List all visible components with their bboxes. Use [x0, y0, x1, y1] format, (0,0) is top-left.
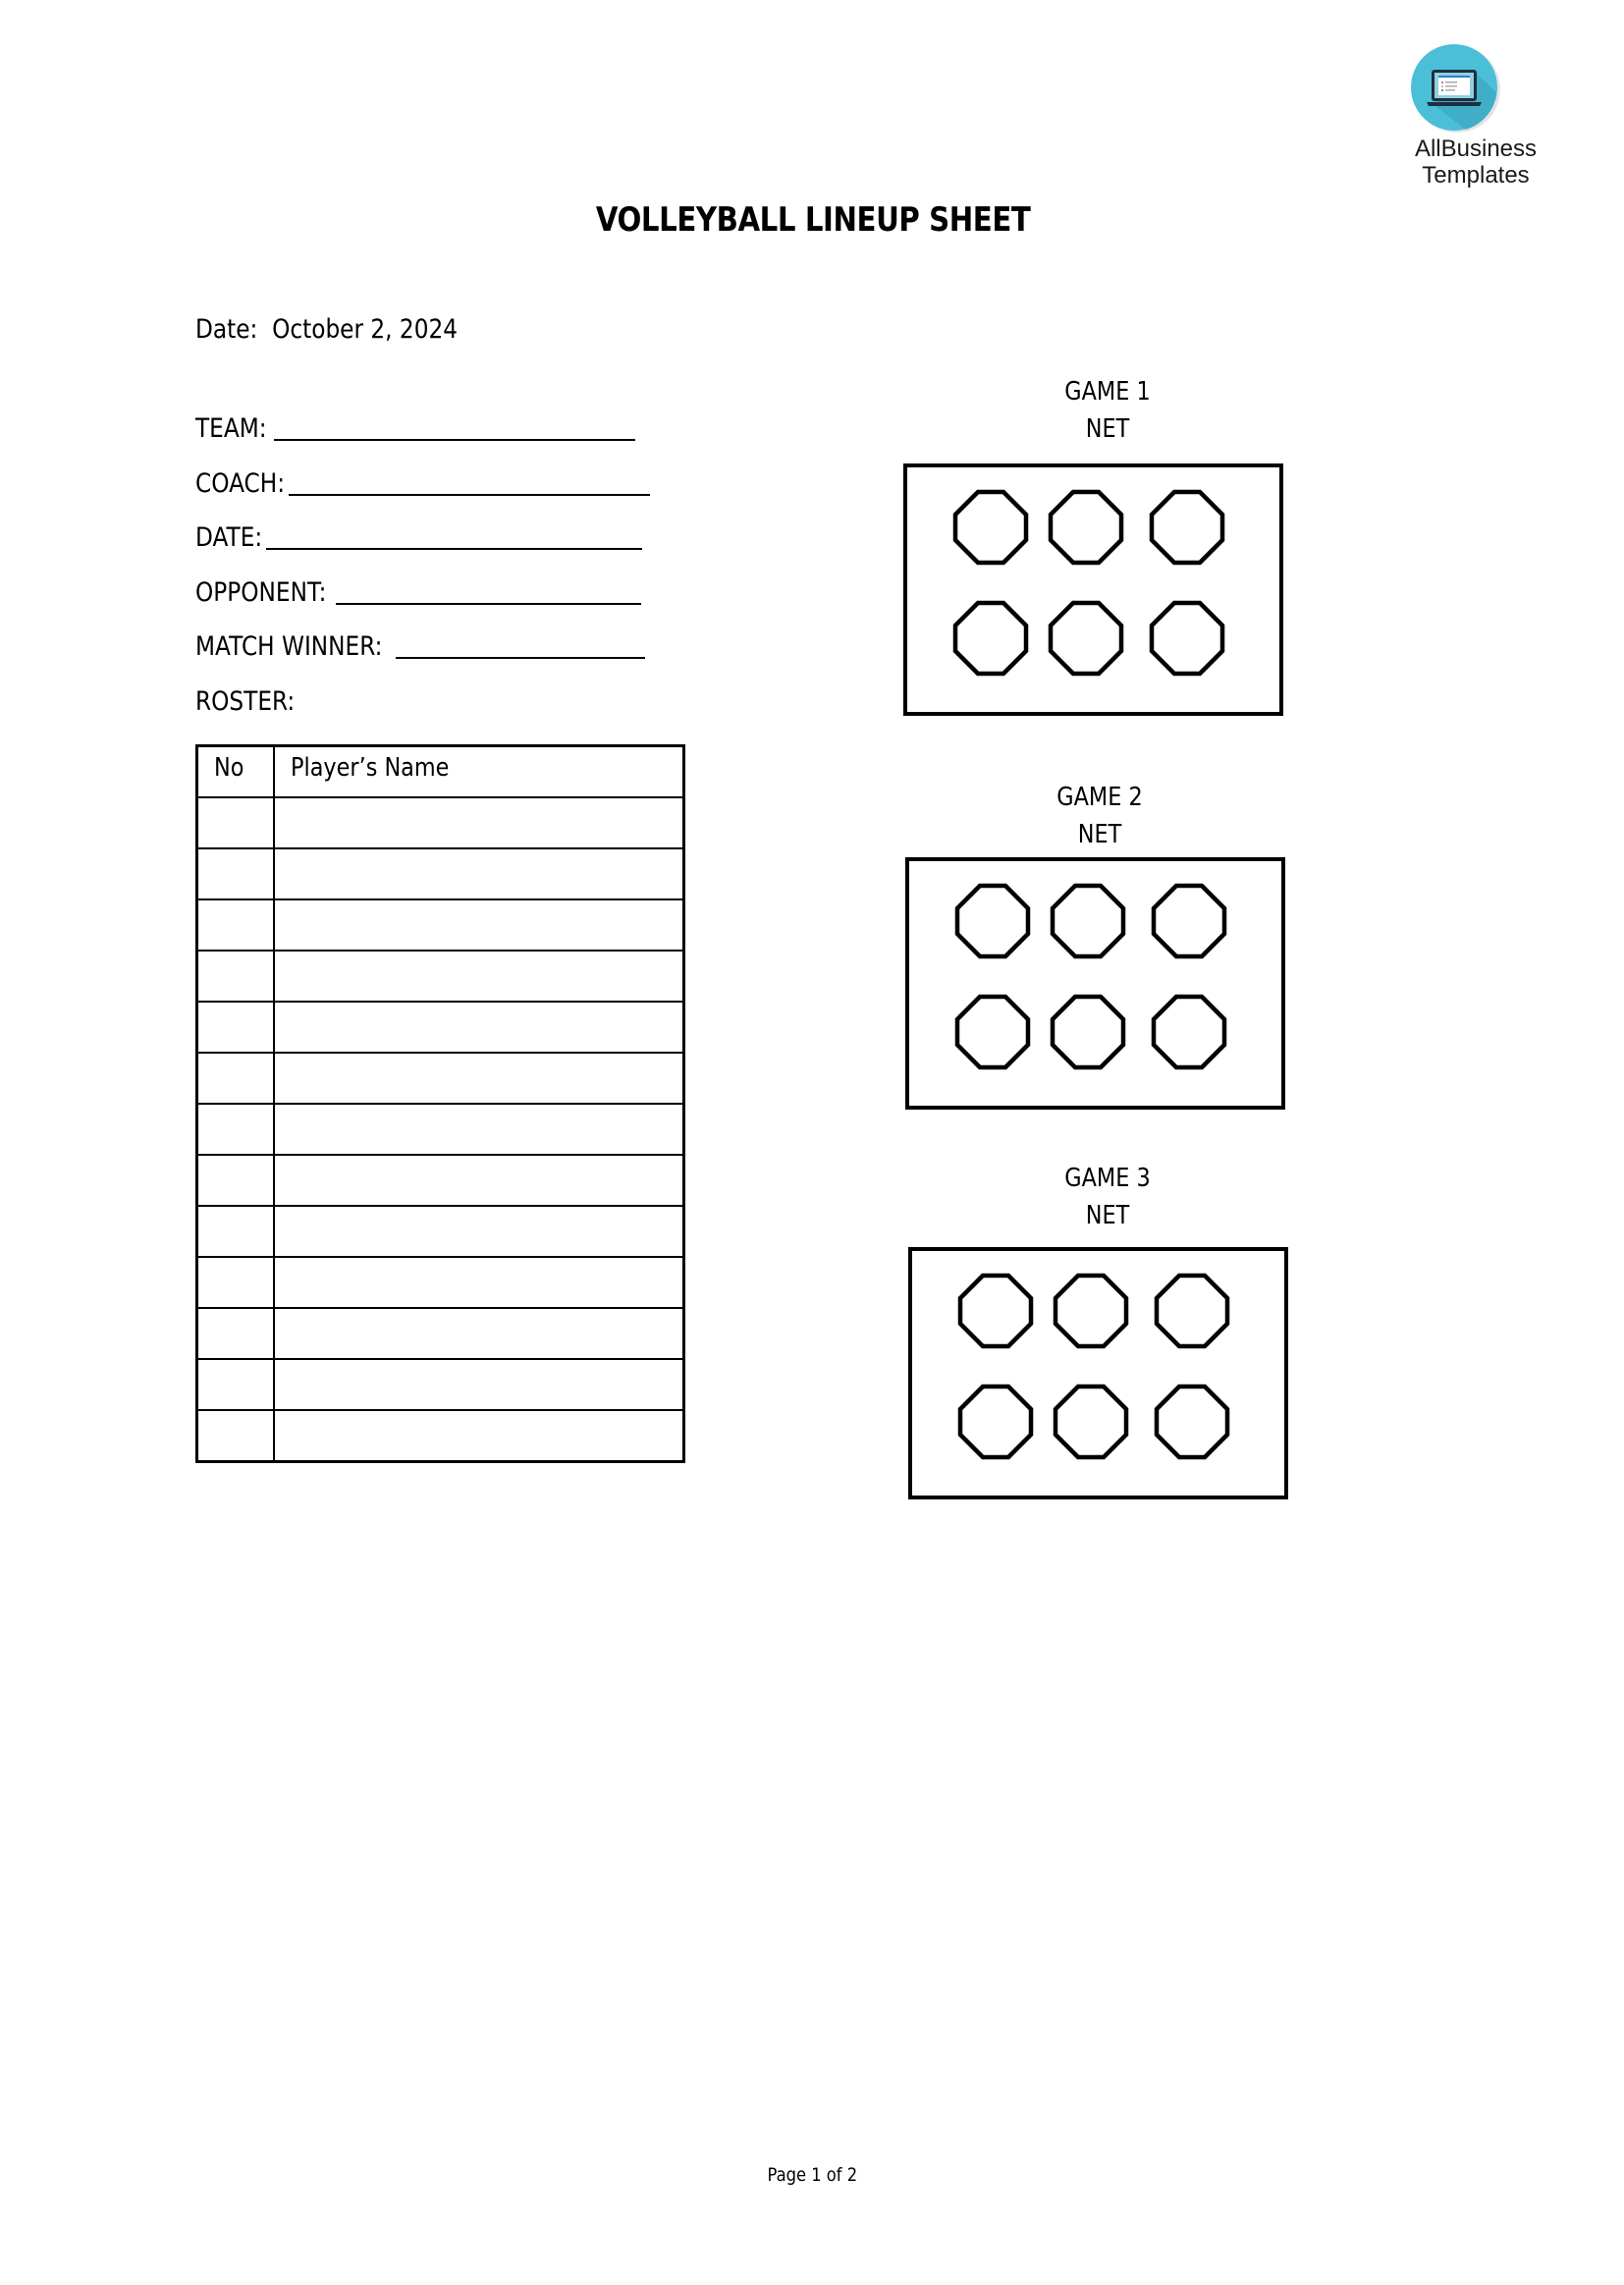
player-number-cell[interactable] [197, 1359, 275, 1410]
player-number-cell[interactable] [197, 1308, 275, 1359]
game-3-net-label: NET [1085, 1201, 1130, 1230]
logo-line-1: AllBusiness [1414, 136, 1538, 162]
opponent-underline[interactable] [336, 603, 641, 605]
player-name-cell[interactable] [274, 1053, 684, 1104]
opponent-field[interactable] [195, 569, 348, 608]
player-number-cell[interactable] [197, 1155, 275, 1206]
player-name-cell[interactable] [274, 1002, 684, 1053]
game-2-title: GAME 2 [1056, 783, 1143, 812]
table-row [197, 1002, 684, 1053]
match-winner-field[interactable] [195, 623, 412, 662]
logo-line-2: Templates [1422, 162, 1530, 189]
position-octagon-icon [1056, 1387, 1126, 1457]
game-3-court [908, 1247, 1288, 1499]
game-1-net-label: NET [1085, 414, 1130, 444]
player-name-cell[interactable] [274, 951, 684, 1002]
roster-table [195, 744, 685, 1463]
table-row [197, 899, 684, 951]
match-winner-label: MATCH WINNER: [195, 631, 383, 662]
player-name-cell[interactable] [274, 1410, 684, 1462]
player-number-cell[interactable] [197, 1104, 275, 1155]
table-row [197, 1155, 684, 1206]
table-row [197, 1104, 684, 1155]
coach-underline[interactable] [289, 494, 650, 496]
position-octagon-icon [1154, 997, 1224, 1067]
game-2-net-label: NET [1077, 820, 1122, 849]
game-2-heading [903, 779, 1296, 853]
player-name-cell[interactable] [274, 1359, 684, 1410]
opponent-label: OPPONENT: [195, 577, 327, 608]
player-number-cell[interactable] [197, 1206, 275, 1257]
table-row [197, 797, 684, 848]
date-field[interactable] [195, 514, 273, 553]
position-octagon-icon [1157, 1387, 1227, 1457]
logo-text [1387, 136, 1564, 189]
player-number-cell[interactable] [197, 1002, 275, 1053]
player-name-cell[interactable] [274, 797, 684, 848]
game-3-heading [911, 1160, 1304, 1234]
column-header-player-name: Player’s Name [274, 746, 684, 798]
player-name-cell[interactable] [274, 1104, 684, 1155]
table-row [197, 848, 684, 899]
team-underline[interactable] [274, 439, 635, 441]
position-octagon-icon [960, 1387, 1031, 1457]
coach-label: COACH: [195, 468, 286, 499]
position-octagon-icon [960, 1276, 1031, 1346]
table-row [197, 1206, 684, 1257]
position-octagon-icon [1152, 492, 1222, 563]
game-2-positions [909, 861, 1281, 1106]
game-1-court [903, 463, 1283, 716]
game-3-positions [912, 1251, 1284, 1496]
position-octagon-icon [1157, 1276, 1227, 1346]
game-1-title: GAME 1 [1064, 377, 1151, 407]
table-row [197, 1053, 684, 1104]
game-2-court [905, 857, 1285, 1110]
player-number-cell[interactable] [197, 951, 275, 1002]
position-octagon-icon [1053, 886, 1123, 956]
page-title: VOLLEYBALL LINEUP SHEET [595, 200, 1031, 240]
position-octagon-icon [1152, 603, 1222, 674]
player-number-cell[interactable] [197, 1257, 275, 1308]
roster-header-row [197, 746, 684, 798]
table-row [197, 1308, 684, 1359]
player-number-cell[interactable] [197, 1410, 275, 1462]
position-octagon-icon [1051, 492, 1121, 563]
team-label: TEAM: [195, 413, 267, 444]
table-row [197, 1257, 684, 1308]
date-label: DATE: [195, 522, 263, 553]
player-name-cell[interactable] [274, 899, 684, 951]
table-row [197, 951, 684, 1002]
position-octagon-icon [1056, 1276, 1126, 1346]
laptop-icon [1399, 43, 1556, 141]
position-octagon-icon [1051, 603, 1121, 674]
roster-heading [195, 678, 311, 717]
column-header-no: No [197, 746, 275, 798]
position-octagon-icon [957, 997, 1028, 1067]
date-line: Date: October 2, 2024 [195, 314, 459, 345]
game-1-positions [907, 467, 1279, 712]
position-octagon-icon [1154, 886, 1224, 956]
match-winner-underline[interactable] [396, 657, 645, 659]
roster-label: ROSTER: [195, 686, 296, 717]
game-1-heading [911, 373, 1304, 448]
player-number-cell[interactable] [197, 899, 275, 951]
team-field[interactable] [195, 405, 278, 444]
page-number: Page 1 of 2 [767, 2164, 857, 2186]
player-number-cell[interactable] [197, 1053, 275, 1104]
position-octagon-icon [955, 603, 1026, 674]
position-octagon-icon [1053, 997, 1123, 1067]
player-name-cell[interactable] [274, 1257, 684, 1308]
player-name-cell[interactable] [274, 1155, 684, 1206]
player-name-cell[interactable] [274, 1308, 684, 1359]
position-octagon-icon [955, 492, 1026, 563]
table-row [197, 1410, 684, 1462]
game-3-title: GAME 3 [1064, 1164, 1151, 1193]
table-row [197, 1359, 684, 1410]
date-underline[interactable] [266, 548, 642, 550]
player-number-cell[interactable] [197, 797, 275, 848]
coach-field[interactable] [195, 460, 299, 499]
player-name-cell[interactable] [274, 848, 684, 899]
player-name-cell[interactable] [274, 1206, 684, 1257]
page-footer [0, 2164, 1624, 2186]
position-octagon-icon [957, 886, 1028, 956]
player-number-cell[interactable] [197, 848, 275, 899]
